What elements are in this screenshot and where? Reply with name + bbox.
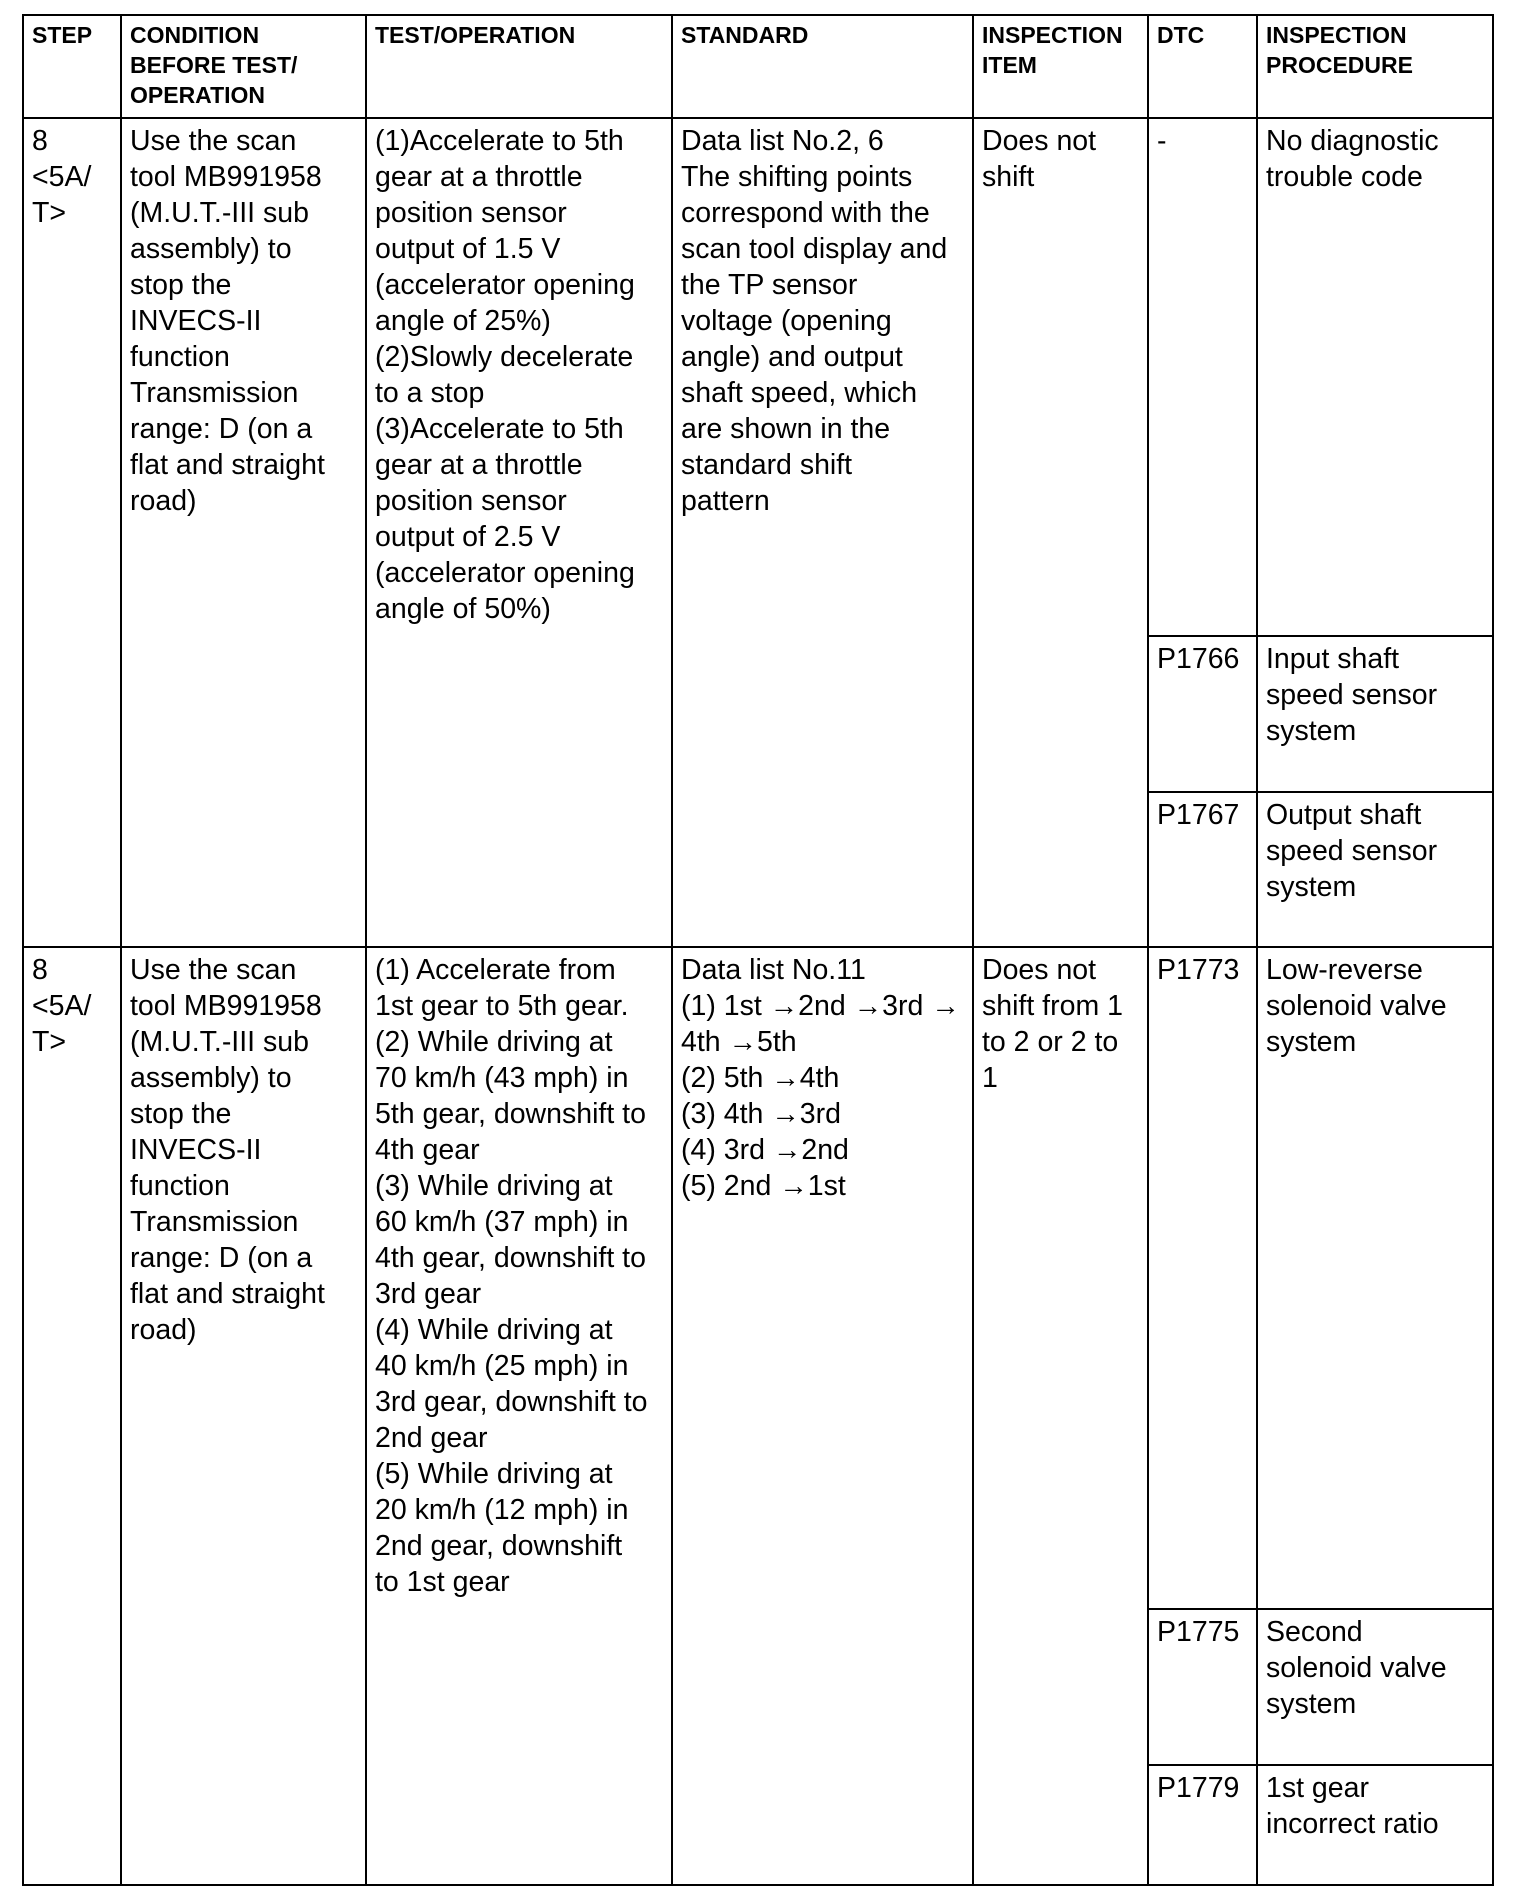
dtc-cell: P1773 xyxy=(1148,947,1257,1609)
header-dtc: DTC xyxy=(1148,15,1257,118)
table-row xyxy=(23,947,1493,1609)
header-condition: CONDITION BEFORE TEST/ OPERATION xyxy=(121,15,366,118)
standard-cell: Data list No.11 (1) 1st →2nd →3rd → 4th →5th (2) 5th →4th (3) 4th →3rd (4) 3rd →2nd (5) 2nd →1st xyxy=(672,947,973,1885)
condition-cell: Use the scan tool MB991958 (M.U.T.-III sub assembly) to stop the INVECS-II function Transmission range: D (on a flat and straight road) xyxy=(121,947,366,1885)
test-operation-cell: (1)Accelerate to 5th gear at a throttle position sensor output of 1.5 V (accelerator opening angle of 25%) (2)Slowly decelerate to a stop (3)Accelerate to 5th gear at a throttle position sensor output of 2.5 V (accelerator opening angle of 50%) xyxy=(366,118,672,947)
table-row xyxy=(23,118,1493,636)
header-test-operation: TEST/OPERATION xyxy=(366,15,672,118)
header-inspection-item: INSPECTION ITEM xyxy=(973,15,1148,118)
inspection-table xyxy=(22,14,1494,1886)
dtc-cell: - xyxy=(1148,118,1257,636)
procedure-cell: Low-reverse solenoid valve system xyxy=(1257,947,1493,1609)
step-cell: 8 <5A/ T> xyxy=(23,118,121,947)
header-step: STEP xyxy=(23,15,121,118)
header-row xyxy=(23,15,1493,118)
procedure-cell: Second solenoid valve system xyxy=(1257,1609,1493,1765)
condition-cell: Use the scan tool MB991958 (M.U.T.-III sub assembly) to stop the INVECS-II function Transmission range: D (on a flat and straight road) xyxy=(121,118,366,947)
dtc-cell: P1766 xyxy=(1148,636,1257,792)
standard-cell: Data list No.2, 6 The shifting points correspond with the scan tool display and the TP sensor voltage (opening angle) and output shaft speed, which are shown in the standard shift pattern xyxy=(672,118,973,947)
dtc-cell: P1779 xyxy=(1148,1765,1257,1885)
procedure-cell: 1st gear incorrect ratio xyxy=(1257,1765,1493,1885)
header-standard: STANDARD xyxy=(672,15,973,118)
inspection-item-cell: Does not shift from 1 to 2 or 2 to 1 xyxy=(973,947,1148,1885)
step-cell: 8 <5A/ T> xyxy=(23,947,121,1885)
inspection-item-cell: Does not shift xyxy=(973,118,1148,947)
header-inspection-procedure: INSPECTION PROCEDURE xyxy=(1257,15,1493,118)
dtc-cell: P1775 xyxy=(1148,1609,1257,1765)
procedure-cell: Output shaft speed sensor system xyxy=(1257,792,1493,947)
procedure-cell: Input shaft speed sensor system xyxy=(1257,636,1493,792)
dtc-cell: P1767 xyxy=(1148,792,1257,947)
test-operation-cell: (1) Accelerate from 1st gear to 5th gear. (2) While driving at 70 km/h (43 mph) in 5th gear, downshift to 4th gear (3) While driving at 60 km/h (37 mph) in 4th gear, downshift to 3rd gear (4) While driving at 40 km/h (25 mph) in 3rd gear, downshift to 2nd gear (5) While driving at 20 km/h (12 mph) in 2nd gear, downshift to 1st gear xyxy=(366,947,672,1885)
procedure-cell: No diagnostic trouble code xyxy=(1257,118,1493,636)
